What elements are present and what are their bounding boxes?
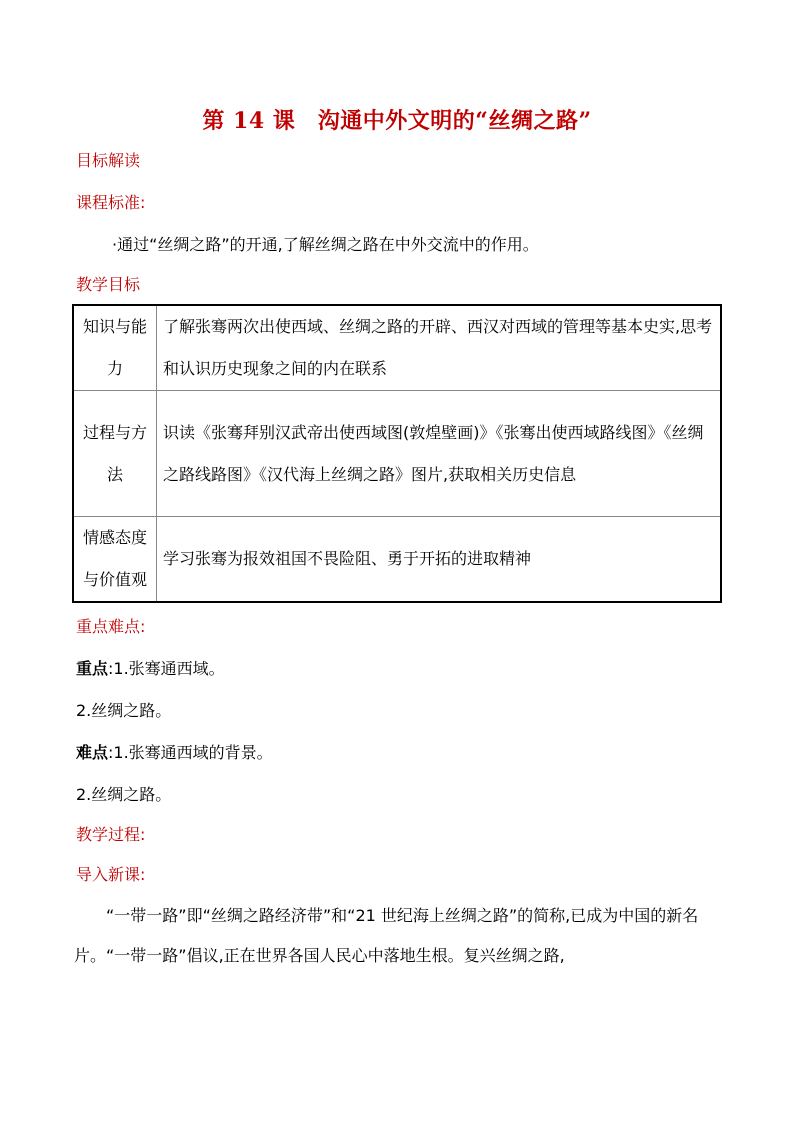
curriculum-standard-text: ·通过“丝绸之路”的开通,了解丝绸之路在中外交流中的作用。 [112, 235, 539, 254]
key-points-heading: 重点难点: [76, 617, 146, 636]
objectives-heading: 目标解读 [76, 151, 141, 170]
goal-category-label: 情感态度 [82, 528, 147, 547]
table-row [73, 391, 721, 517]
goal-content-cell: 学习张骞为报效祖国不畏险阻、勇于开拓的进取精神 [157, 517, 722, 603]
goal-category-cell [73, 391, 157, 517]
key-point-line [76, 656, 225, 679]
goal-category-cell [73, 517, 157, 603]
difficulty-line [76, 740, 273, 763]
teaching-goals-heading: 教学目标 [76, 275, 141, 294]
intro-paragraph: “一带一路”即“丝绸之路经济带”和“21 世纪海上丝绸之路”的简称,已成为中国的新名片。“一带一路”倡议,正在世界各国人民心中落地生根。复兴丝绸之路, [74, 906, 699, 965]
goal-content-cell: 了解张骞两次出使西域、丝绸之路的开辟、西汉对西域的管理等基本史实,思考和认识历史现象之间的内在联系 [157, 305, 722, 391]
curriculum-standard-heading: 课程标准: [76, 193, 146, 212]
key-point-text: :1.张骞通西域。 [108, 659, 225, 678]
teaching-goals-table [72, 304, 722, 603]
key-point-label: 重点 [76, 659, 109, 678]
table-row [73, 305, 721, 391]
goal-category-cell [73, 305, 157, 391]
intro-heading: 导入新课: [76, 865, 146, 884]
key-point-line-2: 2.丝绸之路。 [76, 701, 172, 720]
table-row [73, 517, 721, 603]
difficulty-line-2: 2.丝绸之路。 [76, 785, 172, 804]
teaching-process-heading: 教学过程: [76, 825, 146, 844]
difficulty-label: 难点 [76, 743, 109, 762]
goal-category-label: 过程与方 [82, 422, 147, 442]
goal-category-label: 力 [106, 359, 123, 378]
difficulty-text: :1.张骞通西域的背景。 [108, 743, 273, 762]
goal-category-label: 与价值观 [82, 570, 147, 589]
goal-content-cell: 识读《张骞拜别汉武帝出使西域图(敦煌壁画)》《张骞出使西域路线图》《丝绸之路线路图》《汉代海上丝绸之路》图片,获取相关历史信息 [157, 391, 722, 517]
goal-category-label: 法 [106, 464, 123, 484]
goal-category-label: 知识与能 [82, 317, 147, 336]
page-title: 第 14 课 沟通中外文明的“丝绸之路” [202, 108, 592, 134]
